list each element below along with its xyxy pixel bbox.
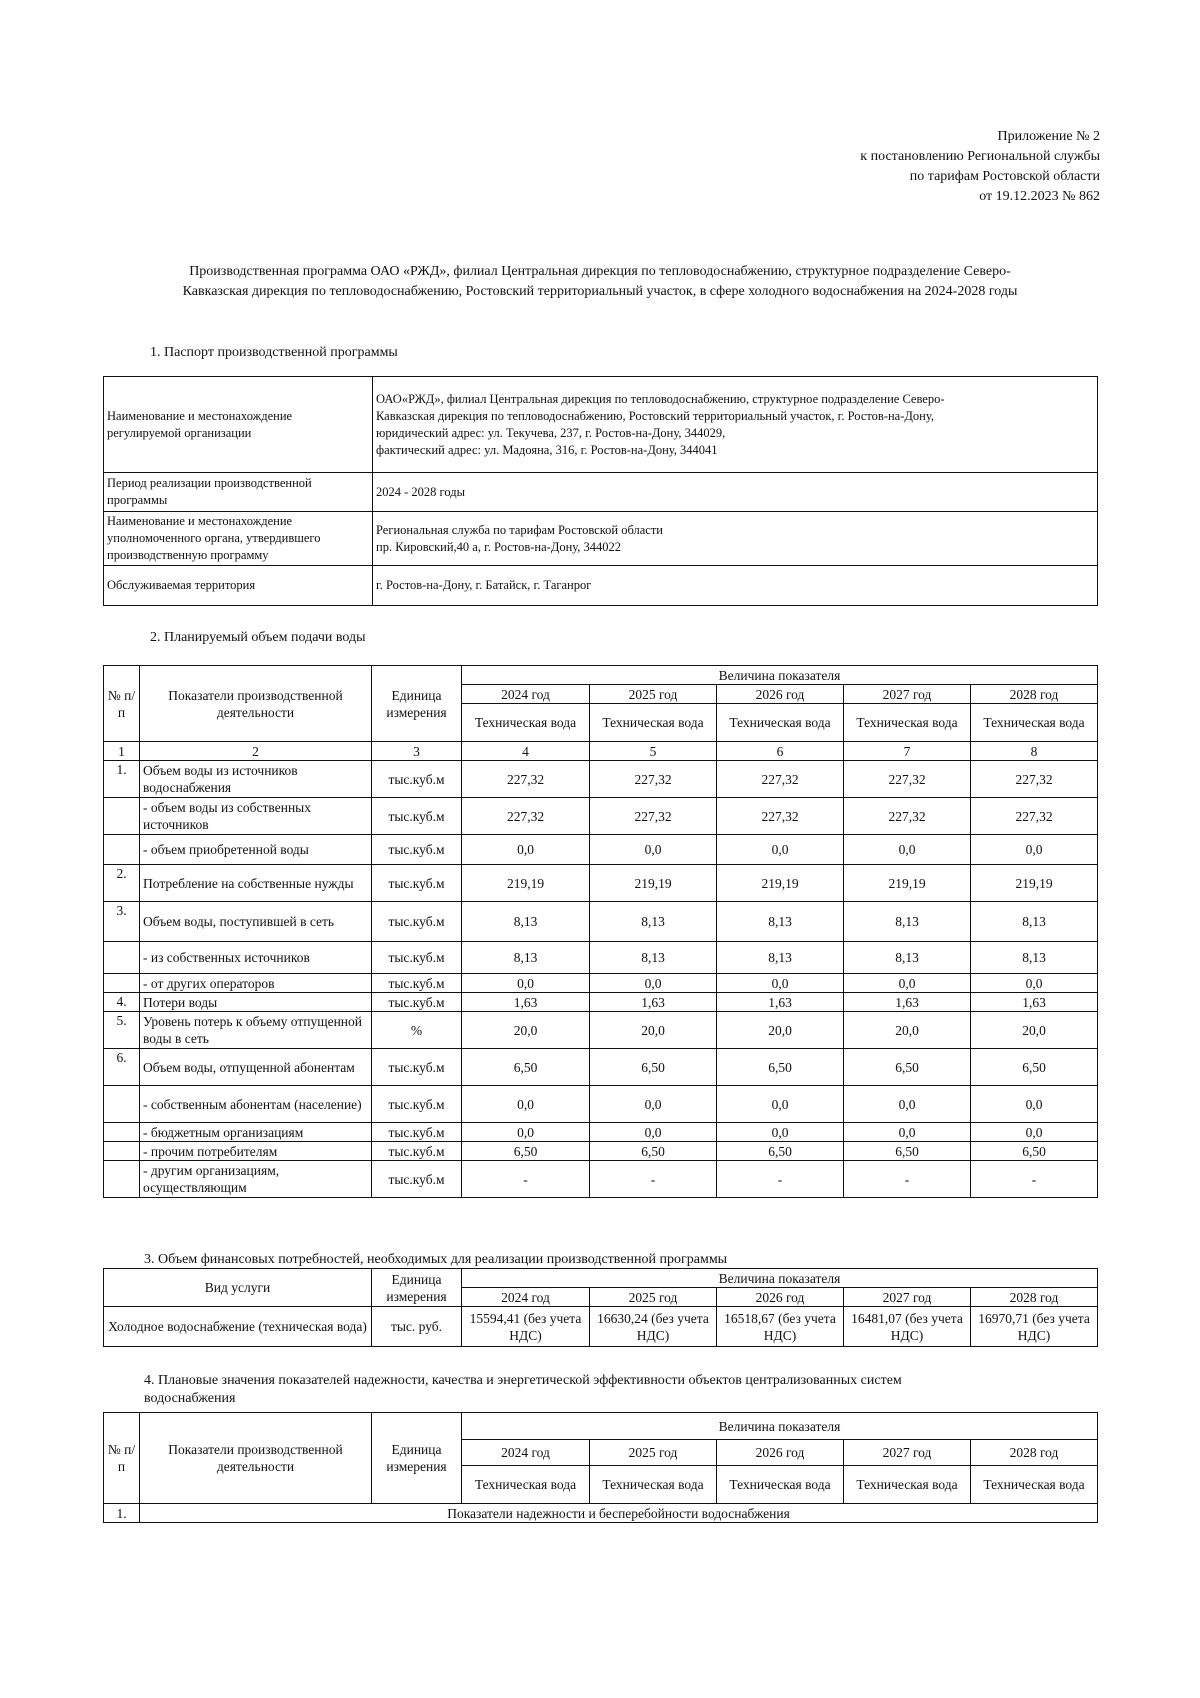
- value-cell: 6,50: [844, 1142, 971, 1161]
- table-row: [104, 974, 1098, 993]
- unit-cell: тыс.куб.м: [372, 1086, 462, 1123]
- value-cell: 0,0: [462, 835, 590, 865]
- value-cell: 0,0: [462, 974, 590, 993]
- unit-cell: тыс.куб.м: [372, 1161, 462, 1198]
- year-header: 2025 год: [590, 1288, 717, 1307]
- year-header: 2026 год: [717, 1440, 844, 1466]
- year-header: 2028 год: [971, 1288, 1098, 1307]
- unit-cell: %: [372, 1012, 462, 1049]
- row-number: 3.: [104, 902, 140, 942]
- table-row: [104, 377, 1098, 473]
- row-number: 1.: [104, 761, 140, 798]
- year-header: 2027 год: [844, 1440, 971, 1466]
- indicator-name: - бюджетным организациям: [140, 1123, 372, 1142]
- value-cell: 227,32: [462, 798, 590, 835]
- column-header-unit: Единица измерения: [372, 1413, 462, 1504]
- value-cell: 227,32: [717, 798, 844, 835]
- table-row: [104, 566, 1098, 606]
- value-cell: 219,19: [717, 865, 844, 902]
- column-header-unit: Единица измерения: [372, 666, 462, 742]
- value-cell: 6,50: [590, 1049, 717, 1086]
- year-header: 2024 год: [462, 1288, 590, 1307]
- index-row: [104, 742, 1098, 761]
- water-type-header: Техническая вода: [971, 1466, 1098, 1504]
- year-header: 2024 год: [462, 685, 590, 704]
- index-cell: 4: [462, 742, 590, 761]
- year-header: 2028 год: [971, 1440, 1098, 1466]
- water-supply-table: [103, 665, 1098, 1198]
- indicator-name: Потребление на собственные нужды: [140, 865, 372, 902]
- index-cell: 2: [140, 742, 372, 761]
- table-row: [104, 835, 1098, 865]
- row-number: 4.: [104, 993, 140, 1012]
- unit-cell: тыс.куб.м: [372, 993, 462, 1012]
- value-cell: 227,32: [844, 761, 971, 798]
- passport-value: [373, 377, 1098, 473]
- value-cell: 6,50: [717, 1142, 844, 1161]
- value-cell: 8,13: [971, 942, 1098, 974]
- indicator-name: - объем воды из собственных источников: [140, 798, 372, 835]
- value-cell: 227,32: [971, 798, 1098, 835]
- water-type-header: Техническая вода: [717, 1466, 844, 1504]
- table-row: [104, 1142, 1098, 1161]
- indicator-name: Уровень потерь к объему отпущенной воды в сеть: [140, 1012, 372, 1049]
- passport-line: ОАО«РЖД», филиал Центральная дирекция по тепловодоснабжению, структурное подразделение Северо-: [376, 391, 945, 406]
- value-cell: 1,63: [462, 993, 590, 1012]
- value-cell: 0,0: [844, 1123, 971, 1142]
- passport-label: Обслуживаемая территория: [104, 566, 373, 606]
- unit-cell: тыс. руб.: [372, 1307, 462, 1347]
- table-row: [104, 902, 1098, 942]
- value-cell: -: [462, 1161, 590, 1198]
- year-header: 2027 год: [844, 685, 971, 704]
- index-cell: 1: [104, 742, 140, 761]
- value-cell: 0,0: [462, 1086, 590, 1123]
- indicator-name: - прочим потребителям: [140, 1142, 372, 1161]
- value-cell: 8,13: [844, 902, 971, 942]
- value-cell: 0,0: [717, 1123, 844, 1142]
- value-cell: 0,0: [590, 835, 717, 865]
- row-number: [104, 798, 140, 835]
- row-number: [104, 1086, 140, 1123]
- table-row: [104, 1504, 1098, 1523]
- water-type-header: Техническая вода: [717, 704, 844, 742]
- appendix-line: по тарифам Ростовской области: [909, 169, 1100, 184]
- passport-label: Наименование и местонахождение уполномоченного органа, утвердившего производственную программу: [104, 512, 373, 566]
- section4-heading-line: водоснабжения: [144, 1391, 236, 1406]
- passport-line: пр. Кировский,40 а, г. Ростов-на-Дону, 344022: [376, 539, 622, 554]
- column-header-indicator: Показатели производственной деятельности: [140, 666, 372, 742]
- value-cell: 20,0: [971, 1012, 1098, 1049]
- value-cell: 0,0: [590, 1086, 717, 1123]
- value-cell: 6,50: [971, 1142, 1098, 1161]
- value-cell: 0,0: [717, 1086, 844, 1123]
- table-header-row: [104, 1269, 1098, 1288]
- value-cell: -: [971, 1161, 1098, 1198]
- value-cell: 0,0: [462, 1123, 590, 1142]
- table-row: [104, 1123, 1098, 1142]
- value-cell: 219,19: [462, 865, 590, 902]
- table-header-row: [104, 1413, 1098, 1440]
- unit-cell: тыс.куб.м: [372, 798, 462, 835]
- year-header: 2026 год: [717, 1288, 844, 1307]
- section3-heading: 3. Объем финансовых потребностей, необходимых для реализации производственной программы: [144, 1252, 728, 1267]
- document-title: [103, 262, 1097, 302]
- value-cell: 227,32: [590, 761, 717, 798]
- year-header: 2028 год: [971, 685, 1098, 704]
- table-row: [104, 1012, 1098, 1049]
- unit-cell: тыс.куб.м: [372, 1142, 462, 1161]
- unit-cell: тыс.куб.м: [372, 865, 462, 902]
- section2-heading: 2. Планируемый объем подачи воды: [150, 630, 366, 645]
- value-cell: 6,50: [844, 1049, 971, 1086]
- value-cell: -: [717, 1161, 844, 1198]
- unit-cell: тыс.куб.м: [372, 1123, 462, 1142]
- water-type-header: Техническая вода: [590, 1466, 717, 1504]
- value-cell: 20,0: [717, 1012, 844, 1049]
- row-number: [104, 974, 140, 993]
- value-cell: 227,32: [462, 761, 590, 798]
- value-cell: 1,63: [717, 993, 844, 1012]
- value-cell: 8,13: [717, 902, 844, 942]
- table-row: [104, 798, 1098, 835]
- value-cell: 227,32: [590, 798, 717, 835]
- row-number: 1.: [104, 1504, 140, 1523]
- water-type-header: Техническая вода: [462, 704, 590, 742]
- value-cell: 8,13: [717, 942, 844, 974]
- financial-table: [103, 1268, 1098, 1347]
- indicator-name: Объем воды, отпущенной абонентам: [140, 1049, 372, 1086]
- value-cell: 227,32: [971, 761, 1098, 798]
- column-header-value: Величина показателя: [462, 1413, 1098, 1440]
- water-type-header: Техническая вода: [844, 704, 971, 742]
- table-header-row: [104, 666, 1098, 685]
- row-number: [104, 835, 140, 865]
- unit-cell: тыс.куб.м: [372, 835, 462, 865]
- value-cell: -: [844, 1161, 971, 1198]
- value-cell: 0,0: [590, 974, 717, 993]
- index-cell: 3: [372, 742, 462, 761]
- indicator-name: Объем воды из источников водоснабжения: [140, 761, 372, 798]
- section4-heading-line: 4. Плановые значения показателей надежности, качества и энергетической эффективности объектов централизованных систем: [144, 1373, 902, 1388]
- value-cell: 8,13: [844, 942, 971, 974]
- value-cell: 0,0: [717, 974, 844, 993]
- passport-value: [373, 512, 1098, 566]
- table-row: [104, 942, 1098, 974]
- section1-heading: 1. Паспорт производственной программы: [150, 345, 398, 360]
- indicator-name: - из собственных источников: [140, 942, 372, 974]
- value-cell: 20,0: [844, 1012, 971, 1049]
- index-cell: 7: [844, 742, 971, 761]
- passport-label: Наименование и местонахождение регулируемой организации: [104, 377, 373, 473]
- appendix-date: от 19.12.2023 № 862: [979, 189, 1100, 204]
- value-cell: 8,13: [971, 902, 1098, 942]
- passport-line: Кавказская дирекция по тепловодоснабжению, Ростовский территориальный участок, г. Ростов-на-Дону,: [376, 408, 934, 423]
- value-cell: 6,50: [590, 1142, 717, 1161]
- column-header-service: Вид услуги: [104, 1269, 372, 1307]
- passport-value: г. Ростов-на-Дону, г. Батайск, г. Таганрог: [373, 566, 1098, 606]
- value-cell: 6,50: [462, 1142, 590, 1161]
- appendix-header: [860, 127, 1100, 207]
- water-type-header: Техническая вода: [971, 704, 1098, 742]
- value-cell: 1,63: [590, 993, 717, 1012]
- index-cell: 5: [590, 742, 717, 761]
- table-row: [104, 473, 1098, 512]
- value-cell: 0,0: [971, 1086, 1098, 1123]
- value-cell: 6,50: [717, 1049, 844, 1086]
- value-cell: 219,19: [844, 865, 971, 902]
- row-number: 6.: [104, 1049, 140, 1086]
- title-line: Кавказская дирекция по тепловодоснабжению, Ростовский территориальный участок, в сфере холодного водоснабжения на 2024-2028 годы: [182, 284, 1018, 299]
- year-header: 2025 год: [590, 685, 717, 704]
- value-cell: 6,50: [462, 1049, 590, 1086]
- table-row: [104, 1161, 1098, 1198]
- service-cell: Холодное водоснабжение (техническая вода): [104, 1307, 372, 1347]
- value-cell: 0,0: [717, 835, 844, 865]
- table-row: [104, 993, 1098, 1012]
- table-row: [104, 1086, 1098, 1123]
- value-cell: 16518,67 (без учета НДС): [717, 1307, 844, 1347]
- value-cell: 1,63: [844, 993, 971, 1012]
- value-cell: 16970,71 (без учета НДС): [971, 1307, 1098, 1347]
- value-cell: 227,32: [717, 761, 844, 798]
- value-cell: 8,13: [590, 902, 717, 942]
- value-cell: 20,0: [462, 1012, 590, 1049]
- value-cell: 20,0: [590, 1012, 717, 1049]
- appendix-line: к постановлению Региональной службы: [860, 149, 1100, 164]
- indicator-name: Объем воды, поступившей в сеть: [140, 902, 372, 942]
- year-header: 2024 год: [462, 1440, 590, 1466]
- index-cell: 8: [971, 742, 1098, 761]
- unit-cell: тыс.куб.м: [372, 942, 462, 974]
- table-row: [104, 761, 1098, 798]
- table-row: [104, 512, 1098, 566]
- value-cell: 1,63: [971, 993, 1098, 1012]
- column-header-value: Величина показателя: [462, 1269, 1098, 1288]
- unit-cell: тыс.куб.м: [372, 761, 462, 798]
- value-cell: 8,13: [462, 902, 590, 942]
- water-type-header: Техническая вода: [462, 1466, 590, 1504]
- passport-value: 2024 - 2028 годы: [373, 473, 1098, 512]
- value-cell: 0,0: [971, 974, 1098, 993]
- row-number: [104, 1161, 140, 1198]
- column-header-unit: Единица измерения: [372, 1269, 462, 1307]
- unit-cell: тыс.куб.м: [372, 974, 462, 993]
- row-number: [104, 942, 140, 974]
- passport-line: Региональная служба по тарифам Ростовской области: [376, 522, 663, 537]
- water-type-header: Техническая вода: [590, 704, 717, 742]
- table-row: [104, 865, 1098, 902]
- table-row: [104, 1049, 1098, 1086]
- table-row: [104, 1307, 1098, 1347]
- value-cell: 8,13: [462, 942, 590, 974]
- value-cell: 0,0: [844, 974, 971, 993]
- value-cell: -: [590, 1161, 717, 1198]
- column-header-indicator: Показатели производственной деятельности: [140, 1413, 372, 1504]
- value-cell: 15594,41 (без учета НДС): [462, 1307, 590, 1347]
- column-header-num: № п/п: [104, 1413, 140, 1504]
- row-number: [104, 1142, 140, 1161]
- value-cell: 0,0: [844, 835, 971, 865]
- index-cell: 6: [717, 742, 844, 761]
- indicator-name: - другим организациям, осуществляющим: [140, 1161, 372, 1198]
- unit-cell: тыс.куб.м: [372, 902, 462, 942]
- passport-label: Период реализации производственной программы: [104, 473, 373, 512]
- row-number: 5.: [104, 1012, 140, 1049]
- indicator-name: - от других операторов: [140, 974, 372, 993]
- value-cell: 0,0: [844, 1086, 971, 1123]
- year-header: 2025 год: [590, 1440, 717, 1466]
- value-cell: 16481,07 (без учета НДС): [844, 1307, 971, 1347]
- value-cell: 0,0: [590, 1123, 717, 1142]
- group-heading-cell: Показатели надежности и бесперебойности водоснабжения: [140, 1504, 1098, 1523]
- passport-line: фактический адрес: ул. Мадояна, 316, г. Ростов-на-Дону, 344041: [376, 442, 718, 457]
- passport-table: [103, 376, 1098, 606]
- year-header: 2027 год: [844, 1288, 971, 1307]
- value-cell: 8,13: [590, 942, 717, 974]
- value-cell: 16630,24 (без учета НДС): [590, 1307, 717, 1347]
- value-cell: 219,19: [971, 865, 1098, 902]
- reliability-table: [103, 1412, 1098, 1523]
- value-cell: 0,0: [971, 1123, 1098, 1142]
- title-line: Производственная программа ОАО «РЖД», филиал Центральная дирекция по тепловодоснабжению, структурное подразделение Северо-: [189, 264, 1011, 279]
- value-cell: 219,19: [590, 865, 717, 902]
- unit-cell: тыс.куб.м: [372, 1049, 462, 1086]
- row-number: [104, 1123, 140, 1142]
- value-cell: 0,0: [971, 835, 1098, 865]
- indicator-name: - собственным абонентам (население): [140, 1086, 372, 1123]
- column-header-value: Величина показателя: [462, 666, 1098, 685]
- value-cell: 6,50: [971, 1049, 1098, 1086]
- column-header-num: № п/п: [104, 666, 140, 742]
- water-type-header: Техническая вода: [844, 1466, 971, 1504]
- appendix-line: Приложение № 2: [997, 129, 1100, 144]
- passport-line: юридический адрес: ул. Текучева, 237, г. Ростов-на-Дону, 344029,: [376, 425, 726, 440]
- section4-heading: [144, 1372, 902, 1408]
- row-number: 2.: [104, 865, 140, 902]
- indicator-name: Потери воды: [140, 993, 372, 1012]
- indicator-name: - объем приобретенной воды: [140, 835, 372, 865]
- value-cell: 227,32: [844, 798, 971, 835]
- year-header: 2026 год: [717, 685, 844, 704]
